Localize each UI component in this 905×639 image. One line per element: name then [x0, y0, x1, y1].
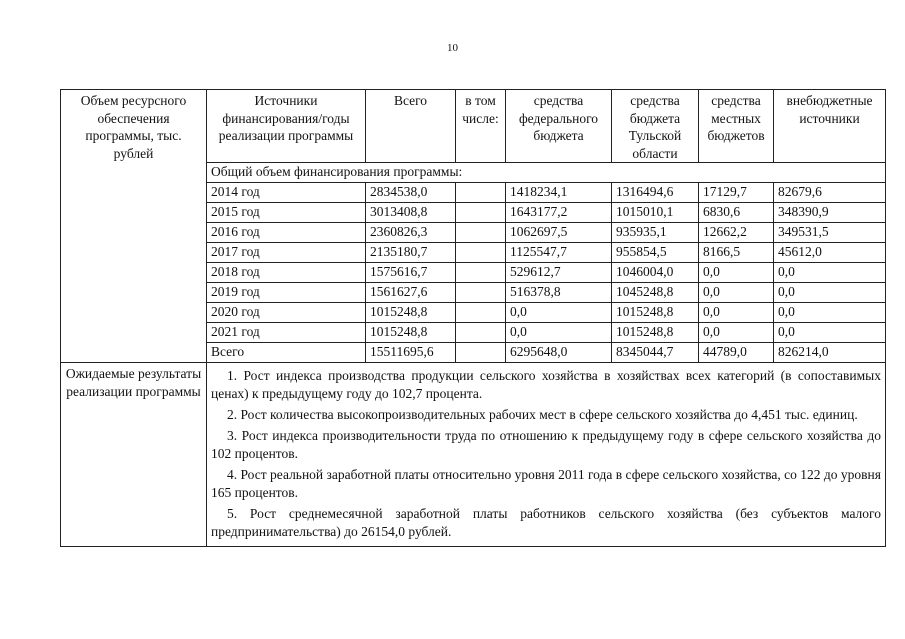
results-row: [61, 363, 886, 547]
cell-federal: 1418234,1: [506, 183, 612, 203]
cell-extrabudget: 349531,5: [774, 223, 886, 243]
cell-total: 3013408,8: [366, 203, 456, 223]
cell-federal: 516378,8: [506, 283, 612, 303]
result-item: 4. Рост реальной заработной платы относительно уровня 2011 года в сфере сельского хозяйства, со 122 до уровня 165 процентов.: [211, 467, 881, 500]
cell-extrabudget: 82679,6: [774, 183, 886, 203]
cell-total: 1561627,6: [366, 283, 456, 303]
cell-federal: 529612,7: [506, 263, 612, 283]
cell-total: 1015248,8: [366, 303, 456, 323]
cell-regional: 1015248,8: [612, 303, 699, 323]
cell-extrabudget: 0,0: [774, 283, 886, 303]
cell-extrabudget: 45612,0: [774, 243, 886, 263]
cell-year: 2017 год: [207, 243, 366, 263]
header-regional: средства бюджета Тульской области: [612, 90, 699, 163]
cell-local: 12662,2: [699, 223, 774, 243]
cell-federal: 1643177,2: [506, 203, 612, 223]
cell-including: [456, 323, 506, 343]
total-financing-title: Общий объем финансирования программы:: [207, 163, 886, 183]
cell-local: 0,0: [699, 263, 774, 283]
cell-federal: 0,0: [506, 323, 612, 343]
cell-federal: 0,0: [506, 303, 612, 323]
cell-regional: 1316494,6: [612, 183, 699, 203]
cell-regional: 1046004,0: [612, 263, 699, 283]
header-local: средства местных бюджетов: [699, 90, 774, 163]
cell-year: 2016 год: [207, 223, 366, 243]
resources-label: Объем ресурсного обеспечения программы, тыс. рублей: [61, 90, 207, 363]
cell-extrabudget: 0,0: [774, 263, 886, 283]
cell-including: [456, 203, 506, 223]
cell-local: 0,0: [699, 303, 774, 323]
result-item: 3. Рост индекса производительности труда по отношению к предыдущему году в сфере сельского хозяйства до 102 процентов.: [211, 428, 881, 461]
cell-year: Всего: [207, 343, 366, 363]
cell-regional: 8345044,7: [612, 343, 699, 363]
cell-local: 17129,7: [699, 183, 774, 203]
cell-including: [456, 263, 506, 283]
cell-year: 2014 год: [207, 183, 366, 203]
cell-year: 2021 год: [207, 323, 366, 343]
cell-total: 2360826,3: [366, 223, 456, 243]
cell-local: 8166,5: [699, 243, 774, 263]
result-item: 1. Рост индекса производства продукции сельского хозяйства в хозяйствах всех категорий (в сопоставимых ценах) к предыдущему году до 102,7 процента.: [211, 368, 881, 401]
result-item: 2. Рост количества высокопроизводительных рабочих мест в сфере сельского хозяйства до 4,451 тыс. единиц.: [227, 407, 858, 422]
cell-including: [456, 303, 506, 323]
cell-year: 2020 год: [207, 303, 366, 323]
cell-including: [456, 223, 506, 243]
result-item: 5. Рост среднемесячной заработной платы работников сельского хозяйства (без субъектов малого предпринимательства) до 26154,0 рублей.: [211, 506, 881, 539]
cell-regional: 935935,1: [612, 223, 699, 243]
cell-local: 44789,0: [699, 343, 774, 363]
cell-federal: 1125547,7: [506, 243, 612, 263]
header-including: в том числе:: [456, 90, 506, 163]
program-passport-table: [60, 89, 886, 547]
header-federal: средства федерального бюджета: [506, 90, 612, 163]
cell-total: 2834538,0: [366, 183, 456, 203]
cell-including: [456, 283, 506, 303]
cell-total: 15511695,6: [366, 343, 456, 363]
cell-total: 1015248,8: [366, 323, 456, 343]
cell-regional: 1045248,8: [612, 283, 699, 303]
cell-extrabudget: 348390,9: [774, 203, 886, 223]
cell-extrabudget: 0,0: [774, 323, 886, 343]
header-extrabudget: внебюджетные источники: [774, 90, 886, 163]
cell-extrabudget: 826214,0: [774, 343, 886, 363]
cell-local: 0,0: [699, 283, 774, 303]
cell-federal: 6295648,0: [506, 343, 612, 363]
cell-including: [456, 343, 506, 363]
cell-extrabudget: 0,0: [774, 303, 886, 323]
header-sources: Источники финансирования/годы реализации программы: [207, 90, 366, 163]
cell-local: 0,0: [699, 323, 774, 343]
cell-year: 2015 год: [207, 203, 366, 223]
page-number: 10: [447, 42, 458, 54]
cell-regional: 1015248,8: [612, 323, 699, 343]
cell-year: 2019 год: [207, 283, 366, 303]
cell-year: 2018 год: [207, 263, 366, 283]
cell-total: 2135180,7: [366, 243, 456, 263]
results-list: [207, 363, 886, 547]
cell-regional: 955854,5: [612, 243, 699, 263]
results-label: Ожидаемые результаты реализации программы: [61, 363, 207, 547]
cell-federal: 1062697,5: [506, 223, 612, 243]
cell-total: 1575616,7: [366, 263, 456, 283]
cell-including: [456, 243, 506, 263]
cell-local: 6830,6: [699, 203, 774, 223]
cell-including: [456, 183, 506, 203]
cell-regional: 1015010,1: [612, 203, 699, 223]
header-total: Всего: [366, 90, 456, 163]
header-row: [61, 90, 886, 163]
